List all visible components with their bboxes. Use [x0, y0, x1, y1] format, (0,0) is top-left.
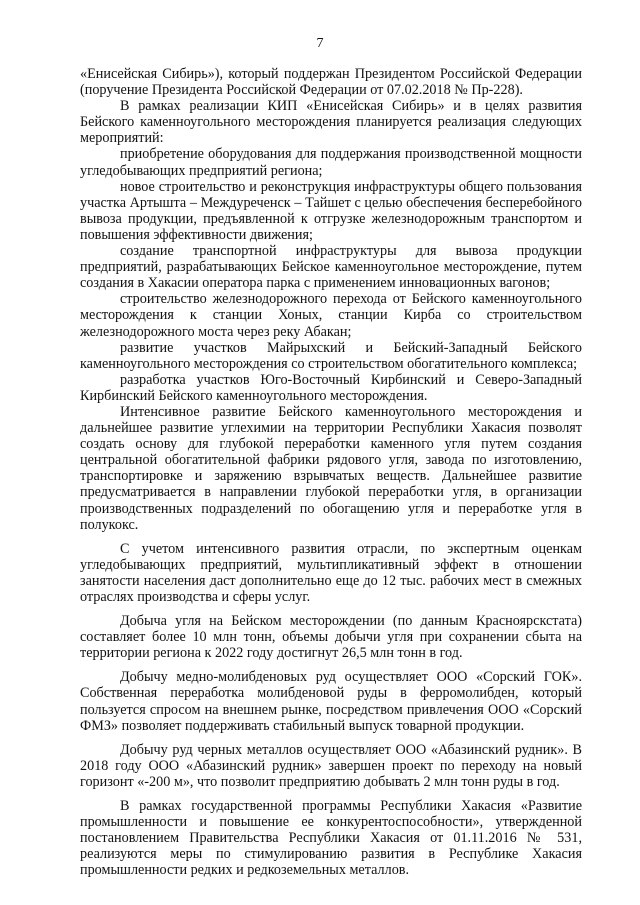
document-body [80, 66, 582, 879]
list-item-sites-development: развитие участков Майрыхский и Бейский-Западный Бейского каменноугольного месторождения со строительством обогатительного комплекса; [80, 339, 582, 372]
list-item-transport-infrastructure: создание транспортной инфраструктуры для вывоза продукции предприятий, разрабатывающих Бейское каменноугольное месторождение, путем создания в Хакасии оператора парка с применением инновационных вагонов; [80, 243, 582, 292]
paragraph-multiplier-effect: С учетом интенсивного развития отрасли, по экспертным оценкам угледобывающих предприятий, мультипликативный эффект в отношении занятости населения даст дополнительно еще до 12 тыс. рабочих мест в смежных отраслях производства и сферы услуг. [80, 540, 582, 605]
paragraph-continuation: «Енисейская Сибирь»), который поддержан Президентом Российской Федерации (поручение Президента Российской Федерации от 07.02.2018 № Пр-228). [80, 66, 582, 99]
list-item-railway-crossing: строительство железнодорожного перехода от Бейского каменноугольного месторождения к станции Хоных, станции Кирба со строительством железнодорожного моста через реку Абакан; [80, 291, 582, 340]
paragraph-coal-production: Добыча угля на Бейском месторождении (по данным Красноярскстата) составляет более 10 млн тонн, объемы добычи угля при сохранении сбыта на территории региона к 2022 году достигнут 26,5 млн тонн в год. [80, 613, 582, 662]
page-number: 7 [316, 36, 324, 51]
list-item-infrastructure-section: новое строительство и реконструкция инфраструктуры общего пользования участка Артышта – Междуреченск – Тайшет с целью обеспечения бесперебойного вывоза продукции, предъявленной к отгрузке железнодорожным транспортом и повышения эффективности движения; [80, 178, 582, 243]
paragraph-intensive-development: Интенсивное развитие Бейского каменноугольного месторождения и дальнейшее развитие углехимии на территории Республики Хакасия позволят создать основу для глубокой переработки каменного угля путем создания центральной обогатительной фабрики рядового угля, завода по изготовлению, транспортировке и заряжению взрывчатых веществ. Дальнейшее развитие предусматривается в направлении глубокой переработки угля, в организации производственных подразделений по обогащению угля и переработке угля в полукокс. [80, 403, 582, 533]
list-item-equipment: приобретение оборудования для поддержания производственной мощности угледобывающих предприятий региона; [80, 146, 582, 179]
paragraph-sorsky-gok: Добычу медно-молибденовых руд осуществляет ООО «Сорский ГОК». Собственная переработка молибденовой руды в ферромолибден, который пользуется спросом на внешнем рынке, посредством привлечения ООО «Сорский ФМЗ» позволяет поддерживать стабильный выпуск товарной продукции. [80, 669, 582, 734]
paragraph-state-program: В рамках государственной программы Республики Хакасия «Развитие промышленности и повышение ее конкурентоспособности», утвержденной постановлением Правительства Республики Хакасия от 01.11.2016 № 531, реализуются меры по стимулированию развития в Республике Хакасия промышленности редких и редкоземельных металлов. [80, 798, 582, 879]
paragraph-abazinsky-mine: Добычу руд черных металлов осуществляет ООО «Абазинский рудник». В 2018 году ООО «Абазинский рудник» завершен проект по переходу на новый горизонт «-200 м», что позволит предприятию добывать 2 млн тонн руды в год. [80, 741, 582, 790]
list-item-sites-exploitation: разработка участков Юго-Восточный Кирбинский и Северо-Западный Кирбинский Бейского каменноугольного месторождения. [80, 371, 582, 404]
paragraph-kip-intro: В рамках реализации КИП «Енисейская Сибирь» и в целях развития Бейского каменноугольного месторождения планируется реализация следующих мероприятий: [80, 98, 582, 147]
